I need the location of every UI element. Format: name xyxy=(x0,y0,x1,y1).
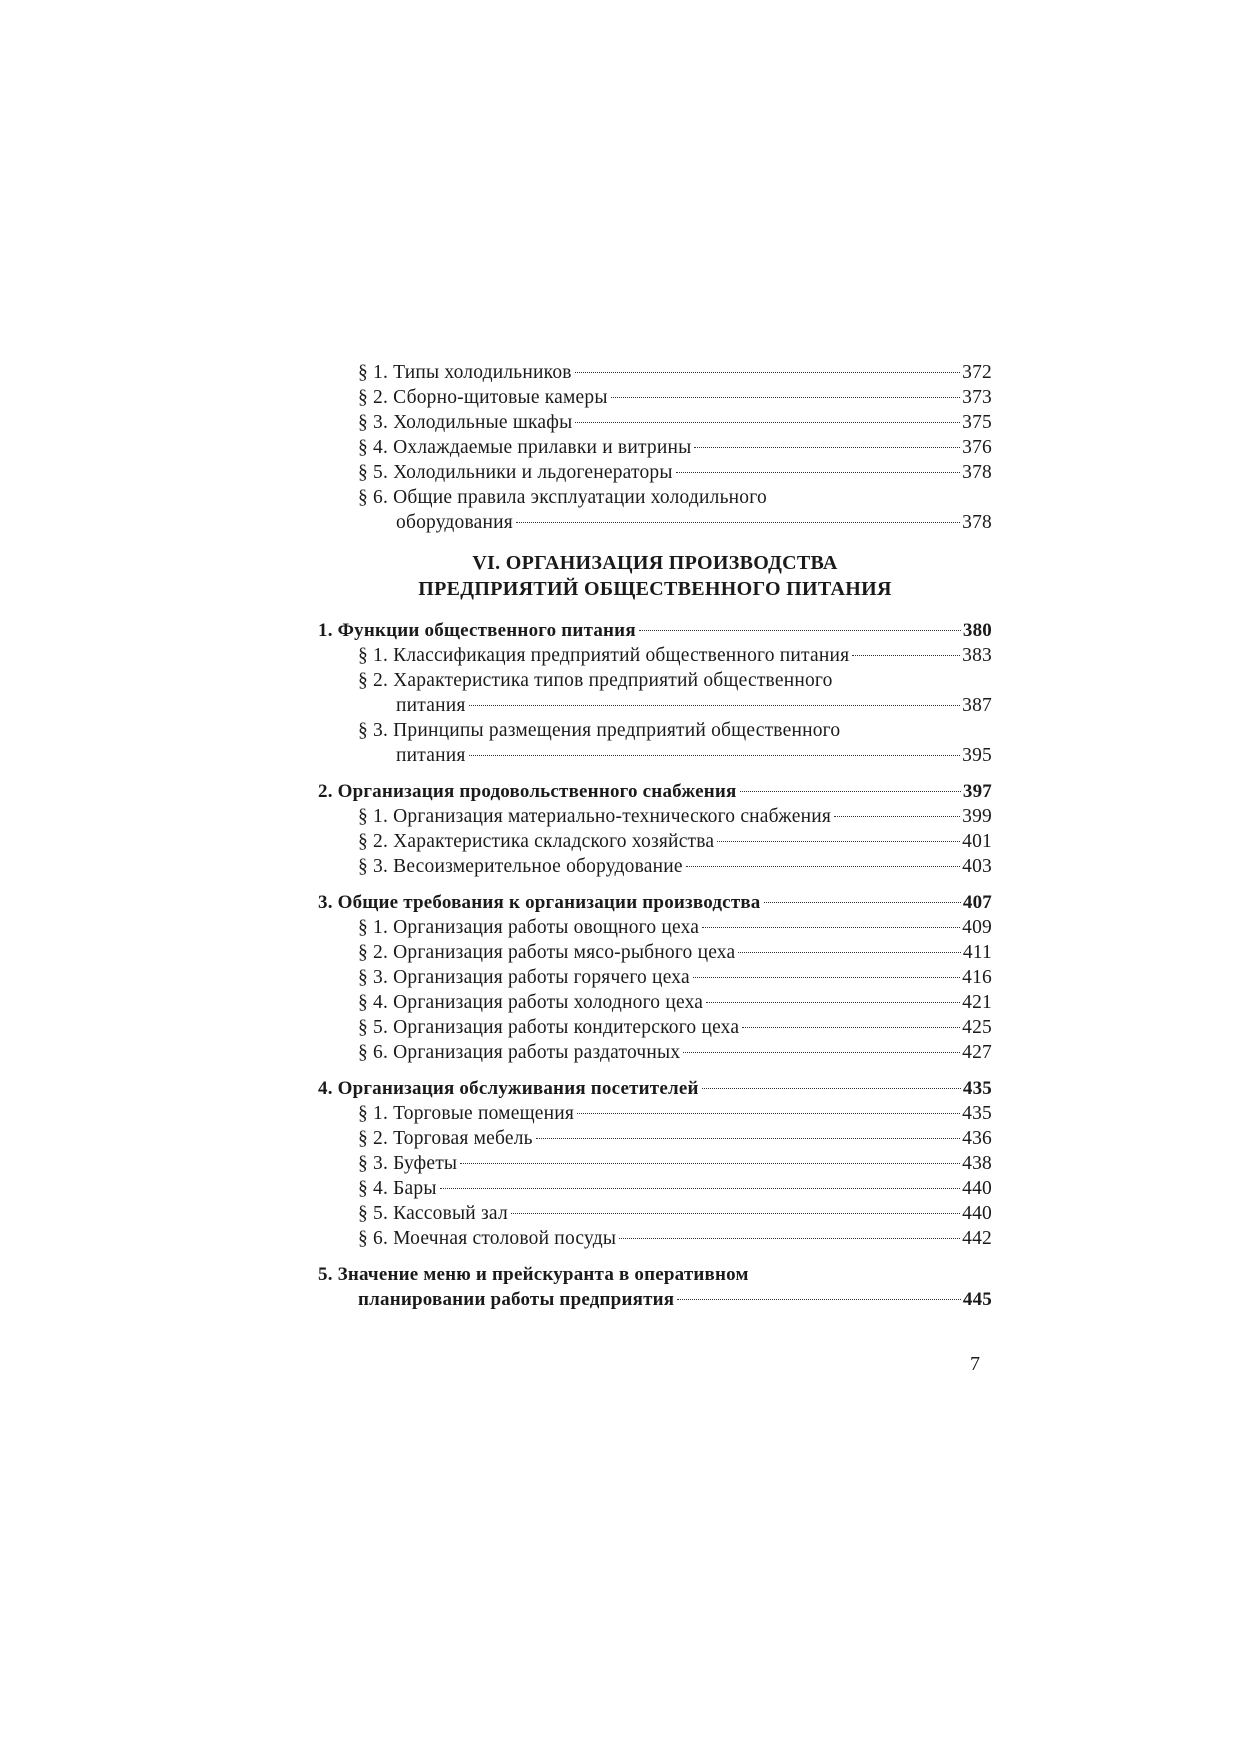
toc-entry-page: 401 xyxy=(962,831,992,852)
toc-chapter[interactable] xyxy=(318,890,992,915)
toc-chapter-page: 445 xyxy=(962,1289,992,1310)
dot-leader xyxy=(516,522,960,523)
toc-entry[interactable] xyxy=(318,410,992,435)
dot-leader xyxy=(702,1088,961,1089)
toc-entry-title: § 4. Бары xyxy=(358,1178,437,1199)
part-heading-line1: VI. ОРГАНИЗАЦИЯ ПРОИЗВОДСТВА xyxy=(472,552,838,574)
toc-entry-page: 395 xyxy=(962,745,992,766)
toc-entry-page: 373 xyxy=(962,387,992,408)
toc-chapter[interactable] xyxy=(318,779,992,804)
toc-entry[interactable] xyxy=(318,1226,992,1251)
dot-leader xyxy=(717,841,960,842)
dot-leader xyxy=(686,866,960,867)
toc-entry-page: 425 xyxy=(962,1017,992,1038)
toc-entry-title: § 3. Буфеты xyxy=(358,1153,458,1174)
dot-leader xyxy=(683,1052,960,1053)
toc-entry-title: § 2. Организация работы мясо-рыбного цеха xyxy=(358,942,736,963)
toc-entry[interactable] xyxy=(318,915,992,940)
toc-entry-title: § 3. Весоизмерительное оборудование xyxy=(358,856,683,877)
dot-leader xyxy=(460,1163,960,1164)
part-heading-line2: ПРЕДПРИЯТИЙ ОБЩЕСТВЕННОГО ПИТАНИЯ xyxy=(418,578,892,600)
toc-entry-title: § 1. Типы холодильников xyxy=(358,362,572,383)
toc-entry-title: § 5. Холодильники и льдогенераторы xyxy=(358,462,673,483)
dot-leader xyxy=(575,422,960,423)
dot-leader xyxy=(639,630,961,631)
toc-chapter-title: 4. Организация обслуживания посетителей xyxy=(318,1078,699,1099)
toc-entry-page: 442 xyxy=(962,1228,992,1249)
toc-entry-page: 411 xyxy=(962,942,992,963)
toc-entry-page: 403 xyxy=(962,856,992,877)
toc-entry[interactable] xyxy=(318,804,992,829)
toc-chapter-title-line1[interactable]: 5. Значение меню и прейскуранта в оперативном xyxy=(318,1264,749,1285)
toc-chapter[interactable] xyxy=(318,1287,992,1312)
dot-leader xyxy=(834,816,960,817)
dot-leader xyxy=(702,927,960,928)
toc-entry[interactable] xyxy=(318,693,992,718)
toc-chapter-title: 2. Организация продовольственного снабжения xyxy=(318,781,737,802)
toc-entry-title: § 2. Торговая мебель xyxy=(358,1128,533,1149)
toc-entry-title: § 1. Организация материально-технического снабжения xyxy=(358,806,832,827)
toc-entry-page: 435 xyxy=(962,1103,992,1124)
dot-leader xyxy=(619,1238,960,1239)
toc-entry-page: 383 xyxy=(962,645,992,666)
toc-entry-title-line1[interactable]: § 6. Общие правила эксплуатации холодильного xyxy=(358,487,767,508)
dot-leader xyxy=(676,472,960,473)
toc-entry-page: 440 xyxy=(962,1203,992,1224)
toc-entry-title: § 5. Кассовый зал xyxy=(358,1203,508,1224)
toc-entry[interactable] xyxy=(318,1151,992,1176)
toc-entry[interactable] xyxy=(318,854,992,879)
dot-leader xyxy=(440,1188,961,1189)
toc-chapter-title-line2: планировании работы предприятия xyxy=(358,1289,675,1310)
toc-entry[interactable] xyxy=(318,1040,992,1065)
toc-entry-title: § 2. Характеристика складского хозяйства xyxy=(358,831,715,852)
toc-entry-page: 416 xyxy=(962,967,992,988)
dot-leader xyxy=(536,1138,960,1139)
toc-entry-title: § 1. Торговые помещения xyxy=(358,1103,575,1124)
toc-entry[interactable] xyxy=(318,510,992,535)
page-number: 7 xyxy=(970,1353,980,1375)
toc-entry[interactable] xyxy=(318,1176,992,1201)
toc-entry-title: § 6. Моечная столовой посуды xyxy=(358,1228,617,1249)
toc-entry-title: § 3. Холодильные шкафы xyxy=(358,412,573,433)
toc-chapter-page: 380 xyxy=(962,620,992,641)
toc-entry-title: § 4. Организация работы холодного цеха xyxy=(358,992,704,1013)
toc-entry-page: 372 xyxy=(962,362,992,383)
dot-leader xyxy=(677,1299,961,1300)
toc-entry-page: 436 xyxy=(962,1128,992,1149)
dot-leader xyxy=(694,447,960,448)
dot-leader xyxy=(611,397,960,398)
toc-entry-page: 440 xyxy=(962,1178,992,1199)
toc-entry[interactable] xyxy=(318,965,992,990)
toc-chapter[interactable] xyxy=(318,1076,992,1101)
dot-leader xyxy=(706,1002,960,1003)
toc-entry-page: 421 xyxy=(962,992,992,1013)
toc-entry-page: 427 xyxy=(962,1042,992,1063)
toc-chapter-page: 407 xyxy=(962,892,992,913)
toc-entry-title: § 2. Сборно-щитовые камеры xyxy=(358,387,608,408)
toc-entry-title-line2: оборудования xyxy=(396,512,513,533)
dot-leader xyxy=(738,952,961,953)
toc-entry-title: § 1. Классификация предприятий общественного питания xyxy=(358,645,850,666)
dot-leader xyxy=(764,902,961,903)
toc-chapter-page: 435 xyxy=(962,1078,992,1099)
toc-entry-title: § 5. Организация работы кондитерского цеха xyxy=(358,1017,740,1038)
toc-entry[interactable] xyxy=(318,1126,992,1151)
toc-chapter-title: 1. Функции общественного питания xyxy=(318,620,636,641)
dot-leader xyxy=(469,755,961,756)
toc-entry-title: § 3. Организация работы горячего цеха xyxy=(358,967,690,988)
toc-entry[interactable] xyxy=(318,1015,992,1040)
toc-entry-page: 376 xyxy=(962,437,992,458)
toc-chapter-title: 3. Общие требования к организации производства xyxy=(318,892,761,913)
toc-entry[interactable] xyxy=(318,743,992,768)
toc-entry[interactable] xyxy=(318,940,992,965)
toc-entry-page: 378 xyxy=(962,512,992,533)
toc-entry-page: 387 xyxy=(962,695,992,716)
toc-entry[interactable] xyxy=(318,829,992,854)
dot-leader xyxy=(575,372,960,373)
toc-entry-page: 409 xyxy=(962,917,992,938)
toc-entry-title: § 1. Организация работы овощного цеха xyxy=(358,917,700,938)
toc-entry-title-line2: питания xyxy=(396,745,466,766)
toc-entry[interactable] xyxy=(318,1101,992,1126)
toc-entry-page: 399 xyxy=(962,806,992,827)
toc-entry-title-line1[interactable]: § 3. Принципы размещения предприятий общественного xyxy=(358,720,841,741)
toc-entry-title: § 6. Организация работы раздаточных xyxy=(358,1042,681,1063)
toc-entry-page: 375 xyxy=(962,412,992,433)
dot-leader xyxy=(577,1113,960,1114)
toc-entry[interactable] xyxy=(318,360,992,385)
dot-leader xyxy=(740,791,961,792)
toc-entry[interactable] xyxy=(318,643,992,668)
dot-leader xyxy=(852,655,960,656)
toc-entry-title: § 4. Охлаждаемые прилавки и витрины xyxy=(358,437,692,458)
dot-leader xyxy=(742,1027,960,1028)
part-heading xyxy=(318,550,992,602)
toc-entry[interactable] xyxy=(318,990,992,1015)
dot-leader xyxy=(469,705,961,706)
toc-chapter-page: 397 xyxy=(962,781,992,802)
toc-chapter[interactable] xyxy=(318,618,992,643)
dot-leader xyxy=(693,977,960,978)
toc-entry-page: 378 xyxy=(962,462,992,483)
toc-entry[interactable] xyxy=(318,435,992,460)
toc-entry[interactable] xyxy=(318,460,992,485)
toc-entry[interactable] xyxy=(318,385,992,410)
table-of-contents xyxy=(318,360,992,1312)
toc-entry[interactable] xyxy=(318,1201,992,1226)
toc-entry-title-line2: питания xyxy=(396,695,466,716)
dot-leader xyxy=(511,1213,960,1214)
toc-entry-title-line1[interactable]: § 2. Характеристика типов предприятий общественного xyxy=(358,670,833,691)
toc-entry-page: 438 xyxy=(962,1153,992,1174)
